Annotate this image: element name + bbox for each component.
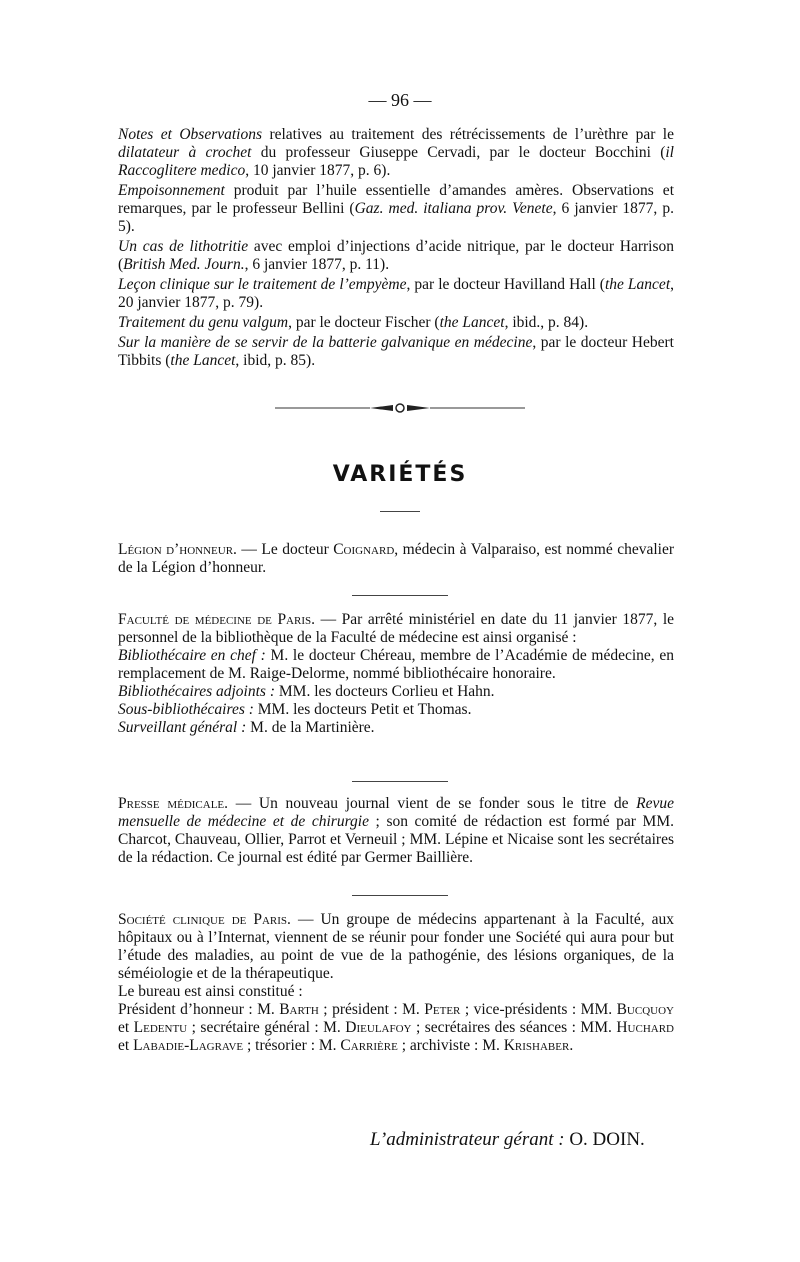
item-text: ; trésorier : M.	[243, 1037, 341, 1054]
signature-label: L’administrateur gérant :	[370, 1129, 565, 1150]
item-text: Le bureau est ainsi constitué :	[118, 983, 303, 1000]
item-heading: Presse médicale.	[118, 795, 229, 812]
note-title: Un cas de lithotritie	[118, 238, 249, 255]
note-source: the Lancet	[604, 276, 671, 293]
signature-name: O. DOIN.	[564, 1129, 645, 1150]
legion-paragraph	[118, 541, 674, 577]
person-name: Coignard	[333, 541, 395, 558]
item-text: ; président : M.	[318, 1001, 425, 1018]
note-text: , 6 janvier 1877, p. 5).	[118, 200, 674, 235]
note-text: , par le docteur Hebert Tibbits (	[118, 334, 674, 369]
note-text: , 20 janvier 1877, p. 79).	[118, 276, 674, 311]
note-title: Traitement du genu valgum	[118, 314, 289, 331]
presse-paragraph	[118, 795, 674, 867]
role-label: Bibliothécaire en chef :	[118, 647, 266, 664]
item-text: MM. les docteurs Corlieu et Hahn.	[275, 683, 495, 700]
person-name: Huchard	[616, 1019, 674, 1036]
note-text: , ibid., p. 84).	[504, 314, 589, 331]
item-text: et	[118, 1019, 134, 1036]
signature	[370, 1129, 670, 1151]
note-source: Gaz. med. italiana prov. Venete	[354, 200, 553, 217]
item-text: — Le docteur	[236, 541, 334, 558]
note-title: Leçon clinique sur le traitement de l’empyème	[118, 276, 407, 293]
societe-paragraph	[118, 911, 674, 1055]
note-source: British Med. Journ.	[123, 256, 245, 273]
note-text: du professeur Giuseppe Cervadi, par le docteur Bocchini (	[251, 144, 666, 161]
person-name: Carrière	[340, 1037, 398, 1054]
item-text: ; archiviste : M.	[397, 1037, 504, 1054]
item-text: , médecin à Valparaiso, est nommé chevalier de la Légion d’honneur.	[118, 541, 674, 576]
item-text: — Un nouveau journal vient de se fonder sous le titre de	[228, 795, 637, 812]
item-text: Président d’honneur : M.	[118, 1001, 280, 1018]
note-source: the Lancet	[439, 314, 505, 331]
faculte-paragraph	[118, 611, 674, 737]
person-name: Bucquoy	[616, 1001, 674, 1018]
note-text: , par le docteur Fischer (	[288, 314, 440, 331]
item-text: M. le docteur Chéreau, membre de l’Académie de médecine, en remplacement de M. Raige-Delorme, nommé bibliothécaire honoraire.	[118, 647, 675, 682]
note-text: , 10 janvier 1877, p. 6).	[245, 162, 391, 179]
item-heading: Société clinique de Paris.	[118, 911, 291, 928]
item-text: .	[569, 1037, 574, 1054]
note-title: Notes et Observations	[118, 126, 263, 143]
person-name: Barth	[279, 1001, 319, 1018]
item-text: — Un groupe de médecins appartenant à la Faculté, aux hôpitaux ou à l’Internat, viennent de se réunir pour fonder une Société qui aura pour but l’étude des maladies, au point de vue de la pathogénie, des lésions organiques, de la séméiologie et de la thérapeutique.	[118, 911, 675, 982]
item-text: ; son comité de rédaction est formé par MM. Charcot, Chauveau, Ollier, Parrot et Verneuil ; MM. Lépine et Nicaise sont les secrétaires de la rédaction. Ce journal est édité par Germer Baillière.	[118, 813, 674, 866]
note-entry	[118, 334, 674, 370]
role-label: Bibliothécaires adjoints :	[118, 683, 275, 700]
item-text: ; secrétaire général : M.	[187, 1019, 346, 1036]
item-text: et	[118, 1037, 134, 1054]
divider	[352, 781, 448, 782]
note-text: relatives au traitement des rétrécissements de l’urèthre par le	[262, 126, 674, 143]
note-text: , ibid, p. 85).	[235, 352, 316, 369]
divider	[352, 895, 448, 896]
note-entry	[118, 238, 674, 274]
item-text: ; vice-présidents : MM.	[460, 1001, 617, 1018]
journal-title: Revue mensuelle de médecine et de chirurgie	[118, 795, 674, 830]
note-text: , 6 janvier 1877, p. 11).	[244, 256, 390, 273]
item-heading: Faculté de médecine de Paris.	[118, 611, 315, 628]
divider	[380, 511, 420, 512]
note-entry	[118, 126, 674, 180]
item-text: — Par arrêté ministériel en date du 11 janvier 1877, le personnel de la bibliothèque de la Faculté de médecine est ainsi organisé :	[118, 611, 674, 646]
person-name: Labadie-Lagrave	[133, 1037, 244, 1054]
note-source: il Raccoglitere medico	[118, 144, 674, 179]
notes-list	[118, 126, 674, 370]
note-entry	[118, 314, 674, 332]
note-title: dilatateur à crochet	[118, 144, 252, 161]
note-text: produit par l’huile essentielle d’amandes amères. Observations et remarques, par le professeur Bellini (	[118, 182, 674, 217]
item-text: M. de la Martinière.	[246, 719, 375, 736]
divider	[352, 595, 448, 596]
person-name: Ledentu	[133, 1019, 188, 1036]
role-label: Surveillant général :	[118, 719, 247, 736]
item-heading: Légion d’honneur.	[118, 541, 237, 558]
page-number: — 96 —	[368, 90, 432, 110]
person-name: Dieulafoy	[345, 1019, 412, 1036]
note-entry	[118, 276, 674, 312]
note-text: avec emploi d’injections d’acide nitrique, par le docteur Harrison (	[118, 238, 674, 273]
role-label: Sous-bibliothécaires :	[118, 701, 254, 718]
note-source: the Lancet	[170, 352, 236, 369]
ornament-divider	[275, 398, 525, 418]
item-text: MM. les docteurs Petit et Thomas.	[253, 701, 472, 718]
person-name: Krishaber	[503, 1037, 570, 1054]
section-heading: VARIÉTÉS	[332, 462, 468, 487]
item-text: ; secrétaires des séances : MM.	[411, 1019, 617, 1036]
note-title: Empoisonnement	[118, 182, 225, 199]
note-entry	[118, 182, 674, 236]
person-name: Peter	[424, 1001, 461, 1018]
note-title: Sur la manière de se servir de la batterie galvanique en médecine	[118, 334, 533, 351]
note-text: , par le docteur Havilland Hall (	[406, 276, 605, 293]
